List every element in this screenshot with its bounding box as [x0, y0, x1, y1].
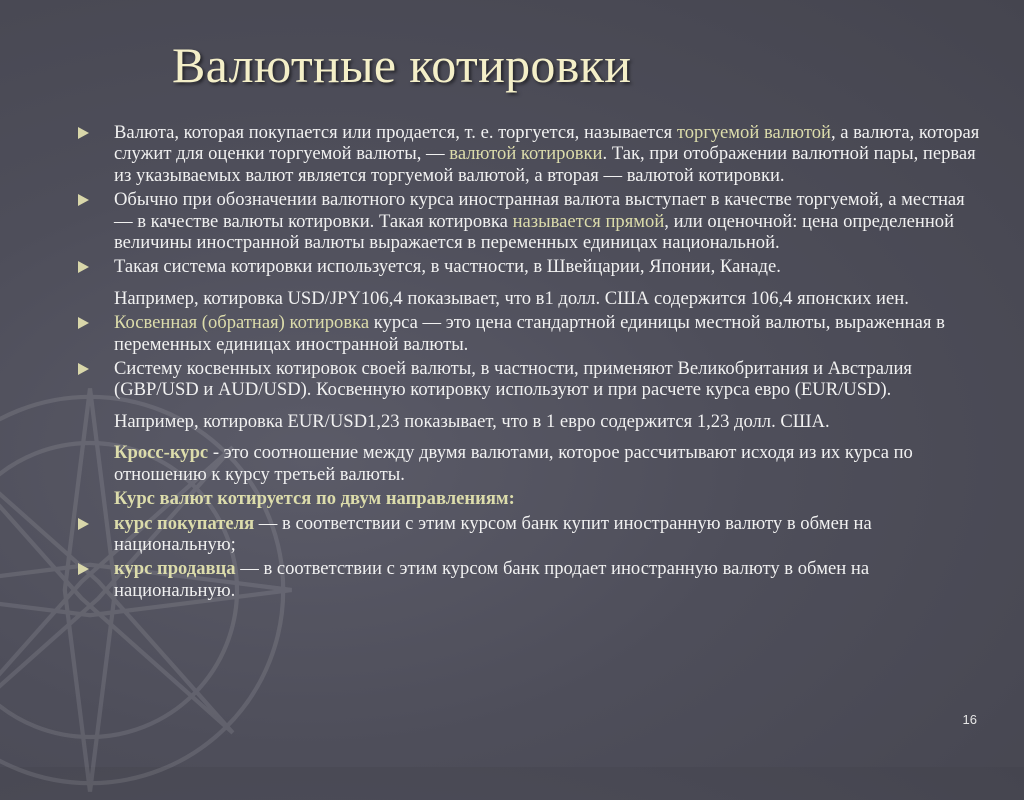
bullet-arrow-icon	[78, 563, 89, 575]
page-number: 16	[962, 712, 977, 727]
paragraph-cross-rate	[78, 442, 983, 485]
text-segment: , или оценочной: цена определенной величины иностранной валюты выражается в переменных единицах национальной.	[114, 210, 955, 254]
text-segment: - это соотношение между двумя валютами, которое рассчитывают исходя из их курса по отношению к курсу третьей валюты.	[114, 442, 913, 485]
text-segment: курса — это цена стандартной единицы местной валюты, выраженная в переменных единицах иностранной валюты.	[114, 312, 945, 355]
text-segment: Например, котировка USD/JPY106,4 показывает, что в1 долл. США содержится 106,4 японских иен.	[114, 287, 909, 309]
slide-content	[78, 122, 983, 604]
text-segment: , а валюта, которая служит для оценки торгуемой валюты, —	[114, 122, 980, 165]
term-buyer-rate: курс покупателя	[114, 512, 255, 534]
paragraph-traded-currency	[78, 122, 983, 186]
text-segment: — в соответствии с этим курсом банк купит иностранную валюту в обмен на национальную;	[114, 512, 872, 555]
text-segment: Обычно при обозначении валютного курса иностранная валюта выступает в качестве торгуемой, а местная — в качестве валюты котировки. Такая котировка	[114, 189, 965, 232]
bullet-arrow-icon	[78, 317, 89, 329]
term-indirect-quote: Косвенная (обратная) котировка	[114, 312, 370, 334]
heading-two-directions: Курс валют котируется по двум направлениям:	[114, 488, 515, 510]
paragraph-indirect-systems	[78, 358, 983, 401]
paragraph-two-directions	[78, 488, 983, 509]
paragraph-buyer-rate	[78, 513, 983, 556]
slide-title: Валютные котировки	[172, 37, 632, 93]
term-traded-currency: торгуемой валютой	[676, 122, 831, 143]
text-segment: Систему косвенных котировок своей валюты, в частности, применяют Великобритания и Австралия (GBP/USD и AUD/USD). Косвенную котировку используют и при расчете курса евро (EUR/USD).	[114, 358, 912, 401]
paragraph-direct-quote	[78, 189, 983, 253]
term-direct-quote: называется прямой	[512, 210, 665, 232]
text-segment: — в соответствии с этим курсом банк продает иностранную валюту в обмен на национальную.	[114, 558, 870, 601]
text-segment: Валюта, которая покупается или продается, т. е. торгуется, называется	[114, 122, 677, 143]
bullet-arrow-icon	[78, 127, 89, 139]
paragraph-countries	[78, 256, 983, 277]
text-segment: . Так, при отображении валютной пары, первая из указываемых валют является торгуемой валютой, а вторая — валютой котировки.	[114, 143, 976, 186]
paragraph-usd-jpy-example	[78, 288, 983, 309]
text-segment: Например, котировка EUR/USD1,23 показывает, что в 1 евро содержится 1,23 долл. США.	[114, 410, 830, 432]
paragraph-eur-usd-example	[78, 411, 983, 432]
term-quote-currency: валютой котировки	[449, 143, 603, 165]
term-seller-rate: курс продавца	[114, 558, 236, 580]
text-segment: Такая система котировки используется, в частности, в Швейцарии, Японии, Канаде.	[114, 256, 781, 278]
term-cross-rate: Кросс-курс	[114, 442, 209, 464]
bullet-arrow-icon	[78, 194, 89, 206]
paragraph-indirect-quote	[78, 312, 983, 355]
paragraph-seller-rate	[78, 558, 983, 601]
bullet-arrow-icon	[78, 518, 89, 530]
bullet-arrow-icon	[78, 261, 89, 273]
bullet-arrow-icon	[78, 363, 89, 375]
